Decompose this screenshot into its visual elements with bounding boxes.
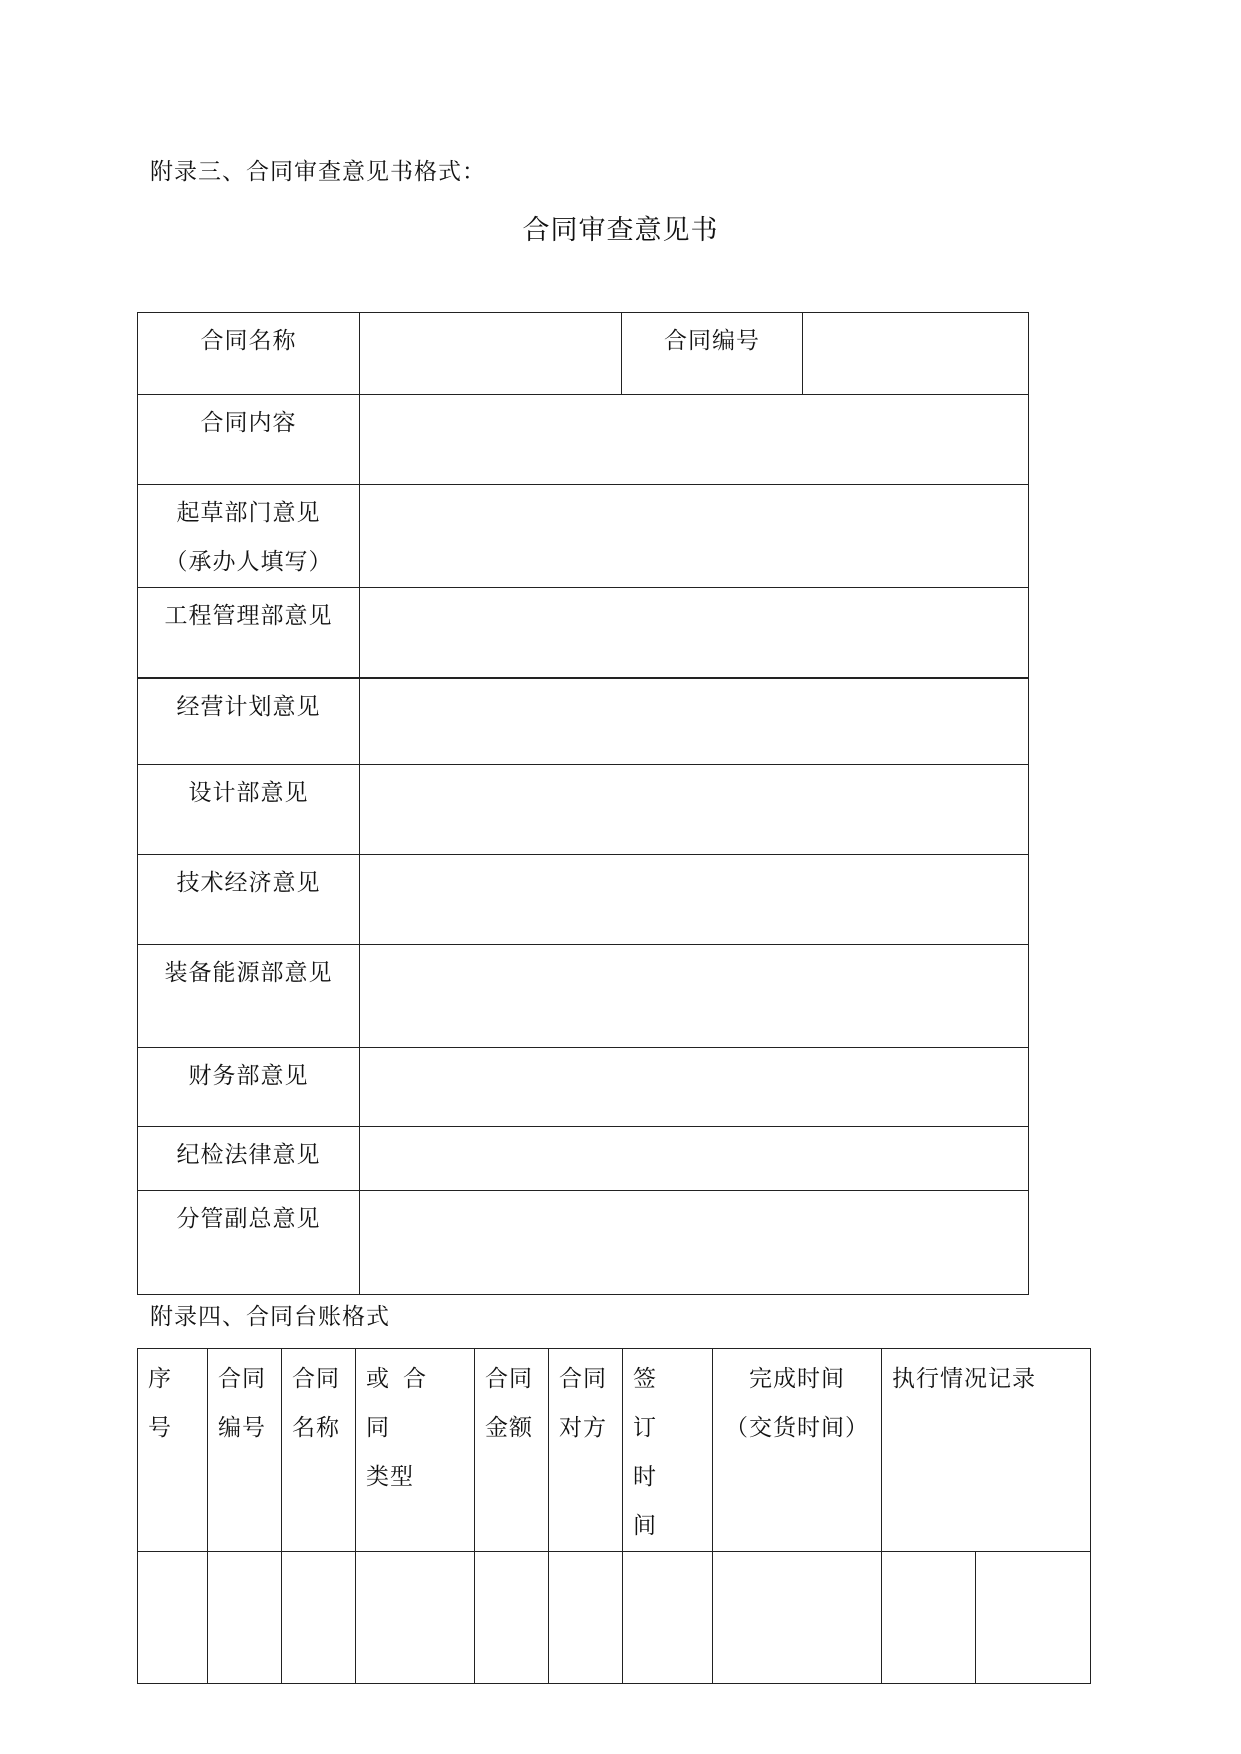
review-row (138, 765, 1029, 855)
header-contract-amount-line1: 合同 (485, 1366, 533, 1392)
header-seq (138, 1349, 208, 1552)
field-drafting-dept[interactable] (360, 485, 1029, 588)
label-equipment-energy: 装备能源部意见 (138, 945, 360, 1048)
label-finance-dept: 财务部意见 (138, 1048, 360, 1127)
field-business-plan[interactable] (360, 678, 1029, 765)
ledger-data-row (138, 1552, 1091, 1684)
appendix4-heading: 附录四、合同台账格式 (150, 1304, 390, 1330)
field-finance-dept[interactable] (360, 1048, 1029, 1127)
ledger-cell[interactable] (713, 1552, 882, 1684)
label-engineering-dept: 工程管理部意见 (138, 588, 360, 678)
review-row (138, 485, 1029, 588)
ledger-cell[interactable] (549, 1552, 623, 1684)
ledger-cell[interactable] (356, 1552, 475, 1684)
label-design-dept: 设计部意见 (138, 765, 360, 855)
label-deputy-gm: 分管副总意见 (138, 1191, 360, 1295)
ledger-cell[interactable] (623, 1552, 713, 1684)
label-business-plan: 经营计划意见 (138, 678, 360, 765)
header-signing-time-line2: 时间 (633, 1464, 682, 1539)
review-row (138, 588, 1029, 678)
label-drafting-dept-line2: （承办人填写） (164, 549, 333, 575)
header-completion-time (713, 1349, 882, 1552)
review-row (138, 1191, 1029, 1295)
header-contract-amount (475, 1349, 549, 1552)
header-contract-type (356, 1349, 475, 1552)
field-contract-name[interactable] (360, 313, 622, 395)
field-engineering-dept[interactable] (360, 588, 1029, 678)
header-counterparty (549, 1349, 623, 1552)
header-contract-name-line1: 合同 (292, 1366, 340, 1392)
header-contract-type-line1: 或合同 (366, 1366, 440, 1441)
field-discipline-legal[interactable] (360, 1127, 1029, 1191)
field-design-dept[interactable] (360, 765, 1029, 855)
review-row (138, 945, 1029, 1048)
header-execution-record-line1: 执行情况记录 (892, 1366, 1036, 1392)
ledger-cell[interactable] (475, 1552, 549, 1684)
header-signing-time-line1: 签订 (633, 1366, 682, 1441)
review-row (138, 1048, 1029, 1127)
ledger-cell[interactable] (138, 1552, 208, 1684)
label-contract-name: 合同名称 (138, 313, 360, 395)
review-row (138, 855, 1029, 945)
header-execution-record (882, 1349, 1091, 1552)
label-discipline-legal: 纪检法律意见 (138, 1127, 360, 1191)
field-contract-number[interactable] (803, 313, 1029, 395)
contract-ledger-table (137, 1348, 1091, 1684)
header-seq-line1: 序 (148, 1366, 172, 1392)
label-drafting-dept-line1: 起草部门意见 (176, 500, 321, 526)
field-equipment-energy[interactable] (360, 945, 1029, 1048)
header-seq-line2: 号 (148, 1415, 172, 1441)
label-contract-content: 合同内容 (138, 395, 360, 485)
review-row (138, 395, 1029, 485)
header-contract-name-line2: 名称 (292, 1415, 340, 1441)
ledger-cell[interactable] (976, 1552, 1091, 1684)
review-row-contract-name (138, 313, 1029, 395)
review-form-table (137, 312, 1029, 1295)
field-contract-content[interactable] (360, 395, 1029, 485)
ledger-cell[interactable] (882, 1552, 976, 1684)
document-title: 合同审查意见书 (522, 215, 719, 246)
header-counterparty-line2: 对方 (559, 1415, 607, 1441)
field-deputy-gm[interactable] (360, 1191, 1029, 1295)
header-contract-number-line2: 编号 (218, 1415, 266, 1441)
ledger-cell[interactable] (282, 1552, 356, 1684)
label-tech-economy: 技术经济意见 (138, 855, 360, 945)
ledger-cell[interactable] (208, 1552, 282, 1684)
label-drafting-dept (138, 485, 360, 588)
header-contract-name (282, 1349, 356, 1552)
appendix3-heading: 附录三、合同审查意见书格式： (150, 159, 486, 185)
header-contract-number (208, 1349, 282, 1552)
ledger-header-row (138, 1349, 1091, 1552)
header-signing-time (623, 1349, 713, 1552)
header-completion-time-line2: （交货时间） (725, 1415, 869, 1441)
review-row (138, 678, 1029, 765)
header-contract-number-line1: 合同 (218, 1366, 266, 1392)
header-counterparty-line1: 合同 (559, 1366, 607, 1392)
header-completion-time-line1: 完成时间 (749, 1366, 845, 1392)
field-tech-economy[interactable] (360, 855, 1029, 945)
header-contract-amount-line2: 金额 (485, 1415, 533, 1441)
header-contract-type-line2: 类型 (366, 1464, 414, 1490)
review-row (138, 1127, 1029, 1191)
label-contract-number: 合同编号 (622, 313, 803, 395)
